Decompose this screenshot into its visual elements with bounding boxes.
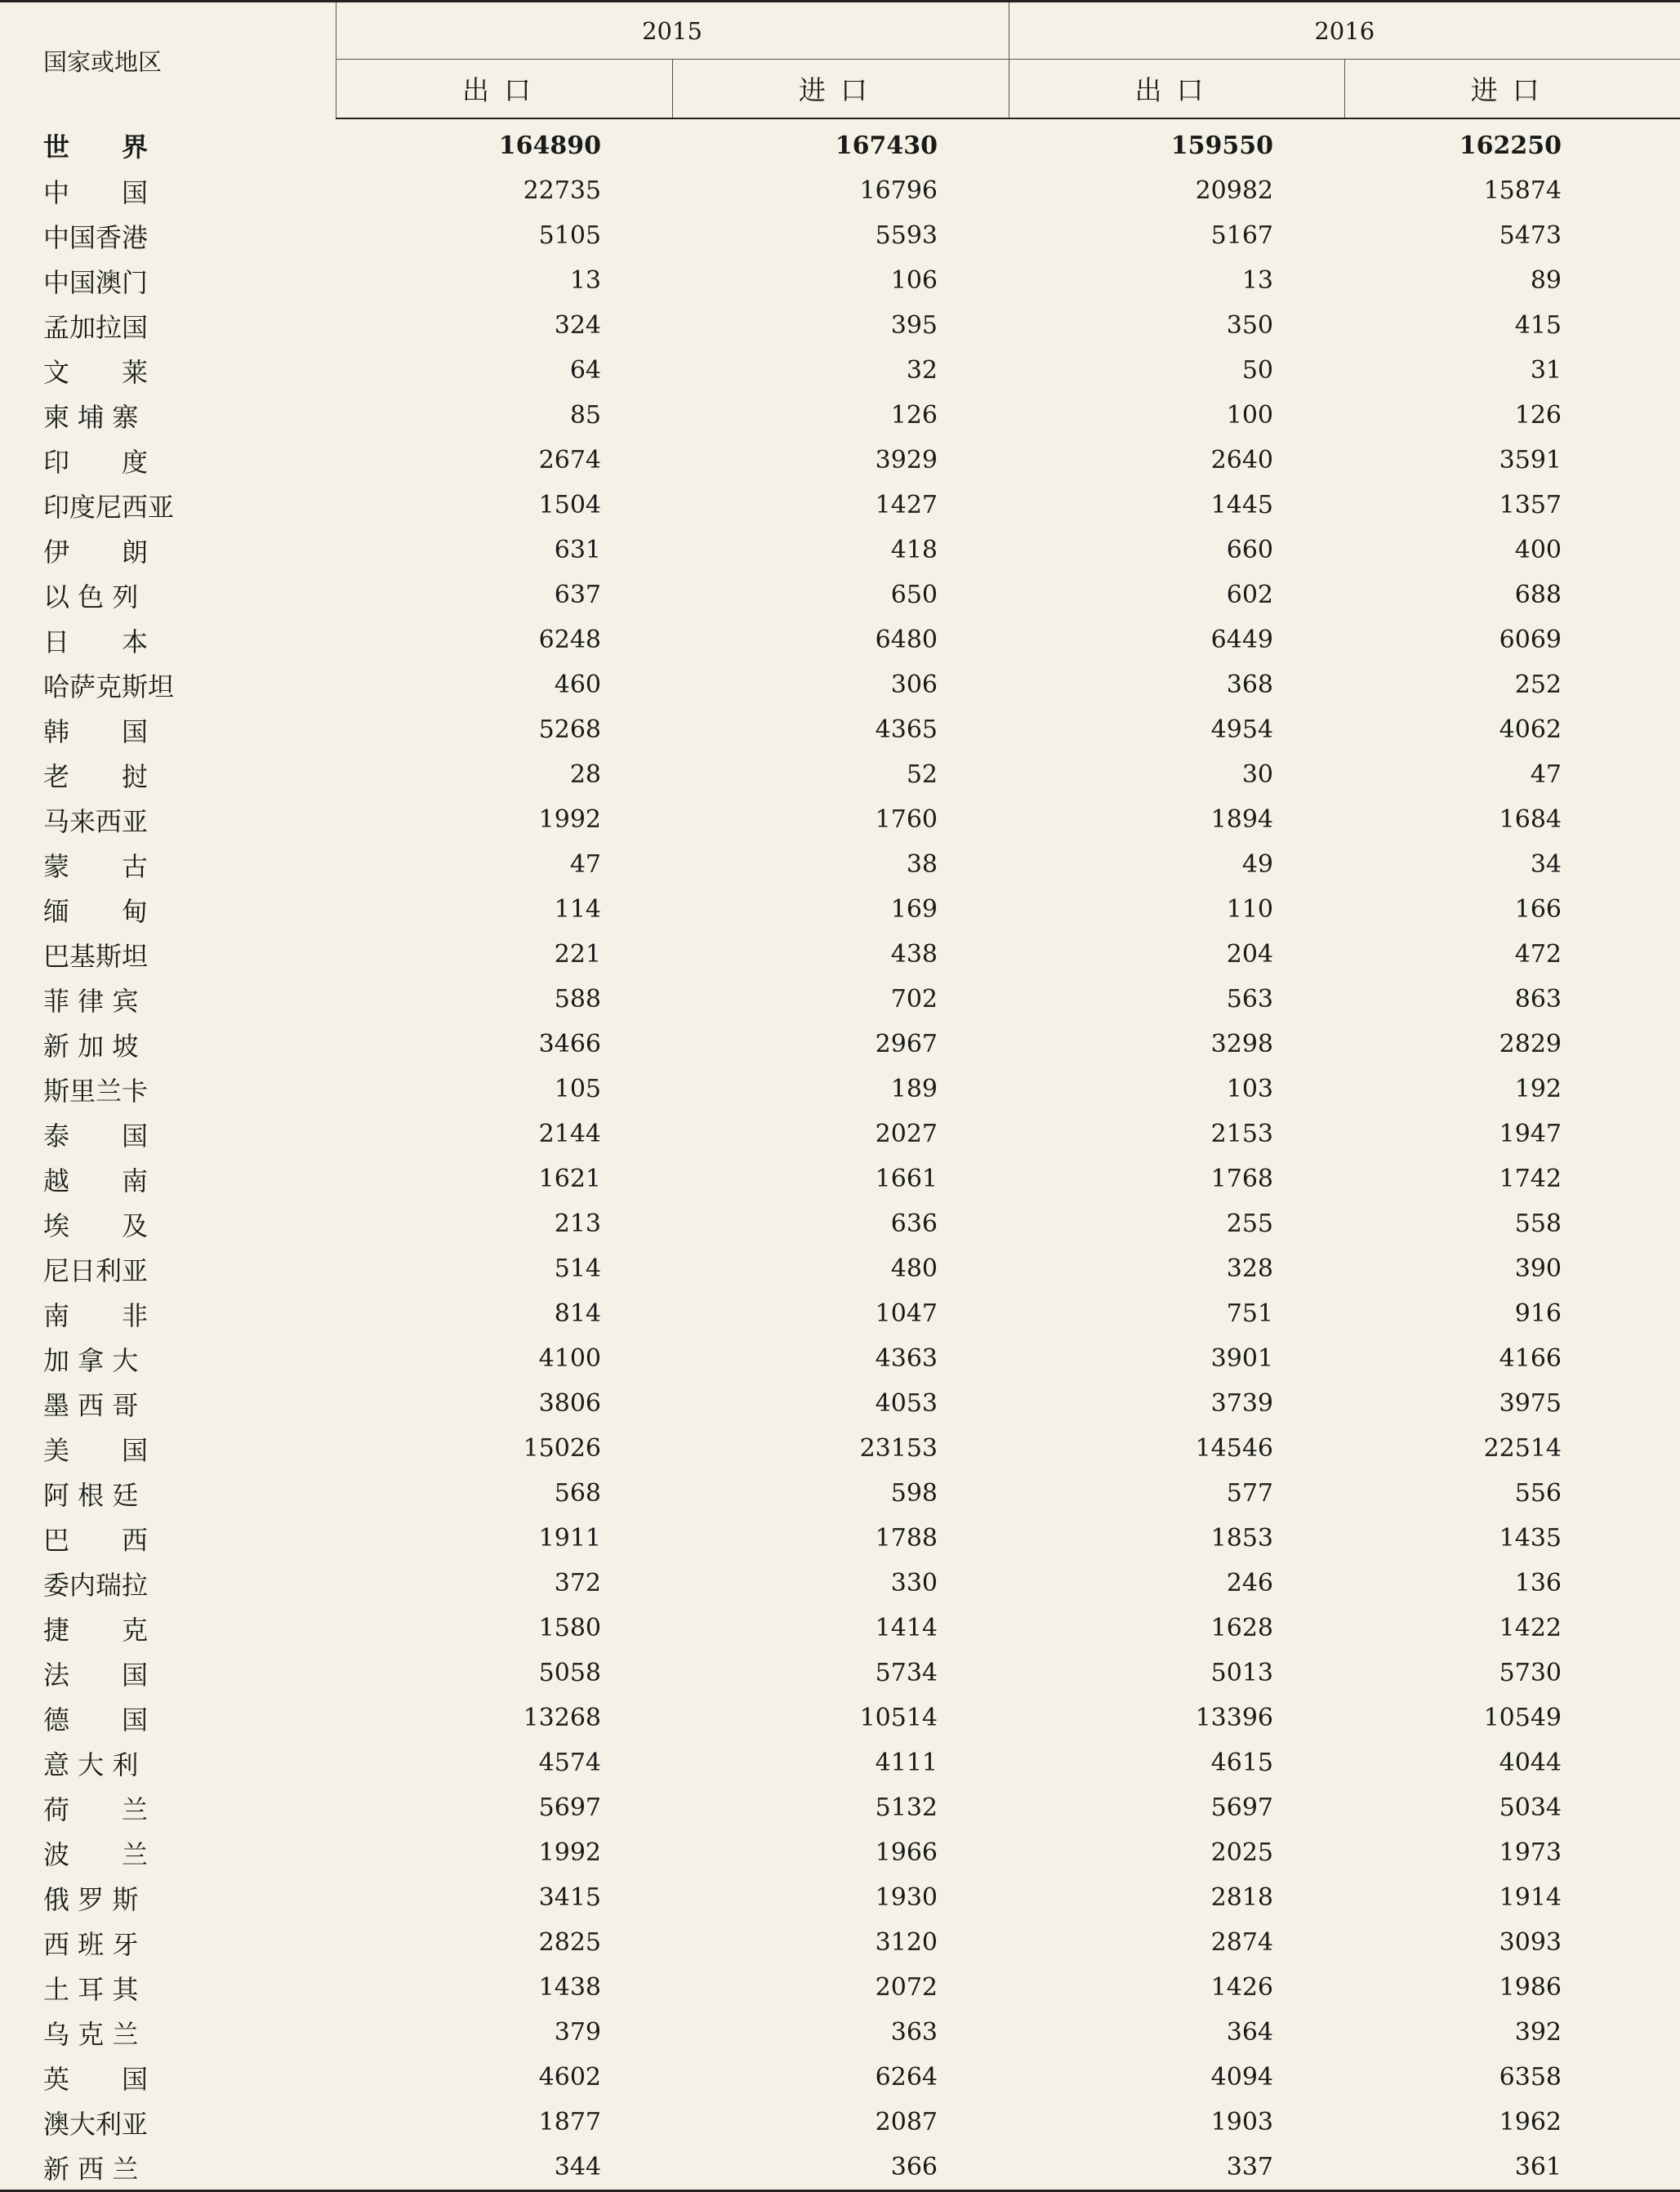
country-name-cell: 巴 西 xyxy=(43,1524,149,1556)
export-2016-cell: 1628 xyxy=(1210,1614,1273,1642)
export-2016-cell: 100 xyxy=(1226,401,1273,430)
import-2015-cell: 167430 xyxy=(835,131,938,160)
country-name-cell: 法 国 xyxy=(43,1659,149,1691)
import-2015-cell: 52 xyxy=(906,760,938,789)
import-2016-cell: 392 xyxy=(1514,2018,1562,2047)
import-2015-cell: 395 xyxy=(890,311,938,340)
table-row xyxy=(0,617,1680,662)
table-row xyxy=(0,1651,1680,1695)
import-2016-cell: 415 xyxy=(1514,311,1562,340)
import-2016-cell: 15874 xyxy=(1483,176,1562,205)
country-name-cell: 中 国 xyxy=(43,176,149,208)
export-2015-cell: 5058 xyxy=(538,1659,601,1687)
table-row xyxy=(0,258,1680,303)
table-body xyxy=(0,118,1680,2191)
country-name-cell: 文 莱 xyxy=(43,356,149,388)
export-2016-cell: 255 xyxy=(1226,1210,1273,1238)
country-name-cell: 哈萨克斯坦 xyxy=(43,671,175,702)
import-2016-cell: 863 xyxy=(1514,985,1562,1014)
year-2016-header: 2016 xyxy=(1009,2,1680,60)
export-2016-cell: 13396 xyxy=(1195,1704,1273,1732)
export-2015-cell: 22735 xyxy=(523,176,601,205)
export-2015-cell: 3415 xyxy=(538,1883,601,1912)
export-2015-cell: 15026 xyxy=(523,1434,601,1463)
import-2015-cell: 1788 xyxy=(875,1524,938,1553)
table-row xyxy=(0,1112,1680,1156)
country-name-cell: 印 度 xyxy=(43,446,149,478)
table-row xyxy=(0,118,1680,168)
export-2015-cell: 1580 xyxy=(538,1614,601,1642)
country-name-cell: 蒙 古 xyxy=(43,850,149,882)
export-2015-cell: 514 xyxy=(554,1254,601,1283)
export-2015-cell: 324 xyxy=(554,311,601,340)
country-name-cell: 印度尼西亚 xyxy=(43,491,175,523)
import-2016-cell: 22514 xyxy=(1483,1434,1562,1463)
export-2015-cell: 6248 xyxy=(538,626,601,654)
export-2015-cell: 5105 xyxy=(538,221,601,250)
export-2015-cell: 3466 xyxy=(538,1030,601,1058)
import-2016-cell: 390 xyxy=(1514,1254,1562,1283)
export-2016-cell: 1768 xyxy=(1210,1165,1273,1193)
import-2016-cell: 2829 xyxy=(1499,1030,1562,1058)
import-2015-cell: 169 xyxy=(890,895,938,924)
import-2015-cell: 636 xyxy=(890,1210,938,1238)
table-row xyxy=(0,303,1680,348)
table-row xyxy=(0,1695,1680,1740)
import-2016-cell: 10549 xyxy=(1483,1704,1562,1732)
export-2015-cell: 4100 xyxy=(538,1344,601,1373)
export-2015-cell: 4574 xyxy=(538,1749,601,1777)
country-name-cell: 世 界 xyxy=(43,131,149,163)
table-row xyxy=(0,1067,1680,1112)
country-name-cell: 中国香港 xyxy=(43,221,149,253)
export-2016-cell: 13 xyxy=(1241,266,1273,295)
table-row xyxy=(0,752,1680,797)
table-row xyxy=(0,1291,1680,1336)
country-name-cell: 韩 国 xyxy=(43,715,149,747)
table-row xyxy=(0,887,1680,932)
export-2016-cell: 337 xyxy=(1226,2153,1273,2181)
export-2015-cell: 2144 xyxy=(538,1120,601,1148)
export-2016-cell: 159550 xyxy=(1170,131,1273,160)
country-name-cell: 中国澳门 xyxy=(43,266,149,298)
country-name-cell: 南 非 xyxy=(43,1299,149,1331)
export-2015-cell: 372 xyxy=(554,1569,601,1597)
export-2015-cell: 588 xyxy=(554,985,601,1014)
country-name-cell: 阿 根 廷 xyxy=(43,1479,139,1511)
export-2016-cell: 3901 xyxy=(1210,1344,1273,1373)
import-2015-cell: 1760 xyxy=(875,805,938,834)
table-row xyxy=(0,213,1680,258)
country-name-cell: 缅 甸 xyxy=(43,895,149,927)
import-2016-cell: 5034 xyxy=(1499,1793,1562,1822)
export-2016-cell: 1853 xyxy=(1210,1524,1273,1553)
table-row xyxy=(0,528,1680,573)
import-2016-cell: 3591 xyxy=(1499,446,1562,474)
table-row xyxy=(0,797,1680,842)
import-2016-cell: 136 xyxy=(1514,1569,1562,1597)
export-2016-cell: 6449 xyxy=(1210,626,1273,654)
import-2016-cell: 688 xyxy=(1514,581,1562,609)
export-2016-cell: 5167 xyxy=(1210,221,1273,250)
import-2015-cell: 4363 xyxy=(875,1344,938,1373)
import-2015-cell: 366 xyxy=(890,2153,938,2181)
export-2015-cell: 344 xyxy=(554,2153,601,2181)
import-2016-cell: 3975 xyxy=(1499,1389,1562,1418)
year-2015-header: 2015 xyxy=(336,2,1009,60)
export-2016-cell: 328 xyxy=(1226,1254,1273,1283)
country-name-cell: 澳大利亚 xyxy=(43,2108,149,2140)
export-2016-header: 出口 xyxy=(1009,60,1344,119)
export-2016-cell: 602 xyxy=(1226,581,1273,609)
import-2016-cell: 162250 xyxy=(1459,131,1562,160)
import-2016-cell: 34 xyxy=(1530,850,1562,879)
country-name-cell: 马来西亚 xyxy=(43,805,149,837)
table-row xyxy=(0,977,1680,1022)
export-2016-cell: 3298 xyxy=(1210,1030,1273,1058)
import-2015-cell: 6480 xyxy=(875,626,938,654)
import-2016-cell: 89 xyxy=(1530,266,1562,295)
export-2016-cell: 1894 xyxy=(1210,805,1273,834)
import-2015-cell: 38 xyxy=(906,850,938,879)
import-2016-cell: 472 xyxy=(1514,940,1562,969)
import-2016-cell: 1684 xyxy=(1499,805,1562,834)
export-2016-cell: 246 xyxy=(1226,1569,1273,1597)
table-row xyxy=(0,1156,1680,1201)
export-2015-header: 出口 xyxy=(336,60,672,119)
country-name-cell: 波 兰 xyxy=(43,1838,149,1870)
import-2015-cell: 16796 xyxy=(859,176,938,205)
import-2015-cell: 3120 xyxy=(875,1928,938,1957)
import-2016-cell: 192 xyxy=(1514,1075,1562,1103)
export-2015-cell: 221 xyxy=(554,940,601,969)
table-row xyxy=(0,1561,1680,1606)
import-2016-cell: 166 xyxy=(1514,895,1562,924)
table-row xyxy=(0,1516,1680,1561)
import-2016-cell: 3093 xyxy=(1499,1928,1562,1957)
table-row xyxy=(0,932,1680,977)
export-2016-cell: 5697 xyxy=(1210,1793,1273,1822)
import-2015-cell: 330 xyxy=(890,1569,938,1597)
country-name-cell: 英 国 xyxy=(43,2063,149,2095)
country-name-cell: 柬 埔 寨 xyxy=(43,401,139,433)
import-2015-cell: 438 xyxy=(890,940,938,969)
export-2016-cell: 2025 xyxy=(1210,1838,1273,1867)
export-2015-cell: 3806 xyxy=(538,1389,601,1418)
table-row xyxy=(0,707,1680,752)
country-name-cell: 委内瑞拉 xyxy=(43,1569,149,1601)
country-name-cell: 日 本 xyxy=(43,626,149,657)
export-2016-cell: 368 xyxy=(1226,671,1273,699)
export-2015-cell: 64 xyxy=(569,356,601,385)
export-2015-cell: 47 xyxy=(569,850,601,879)
table-row xyxy=(0,1606,1680,1651)
country-name-cell: 以 色 列 xyxy=(43,581,139,613)
table-header xyxy=(0,2,1680,119)
export-2016-cell: 1426 xyxy=(1210,1973,1273,2002)
import-2015-cell: 418 xyxy=(890,536,938,564)
export-2016-cell: 2874 xyxy=(1210,1928,1273,1957)
country-name-cell: 埃 及 xyxy=(43,1210,149,1241)
table-row xyxy=(0,2145,1680,2191)
country-name-cell: 加 拿 大 xyxy=(43,1344,139,1376)
import-2016-cell: 558 xyxy=(1514,1210,1562,1238)
export-2016-cell: 660 xyxy=(1226,536,1273,564)
export-2016-cell: 364 xyxy=(1226,2018,1273,2047)
country-name-cell: 斯里兰卡 xyxy=(43,1075,149,1107)
import-2015-cell: 4111 xyxy=(875,1749,938,1777)
export-2015-cell: 2674 xyxy=(538,446,601,474)
table-row xyxy=(0,1785,1680,1830)
table-row xyxy=(0,1740,1680,1785)
country-name-cell: 德 国 xyxy=(43,1704,149,1735)
export-2015-cell: 28 xyxy=(569,760,601,789)
table-row xyxy=(0,2055,1680,2100)
import-2016-cell: 4166 xyxy=(1499,1344,1562,1373)
import-2016-cell: 1422 xyxy=(1499,1614,1562,1642)
import-2016-cell: 31 xyxy=(1530,356,1562,385)
export-2016-cell: 14546 xyxy=(1195,1434,1273,1463)
table-row xyxy=(0,1875,1680,1920)
country-name-cell: 意 大 利 xyxy=(43,1749,139,1780)
import-2015-cell: 5593 xyxy=(875,221,938,250)
import-2016-cell: 361 xyxy=(1514,2153,1562,2181)
header-row-years xyxy=(0,2,1680,60)
export-2016-cell: 2153 xyxy=(1210,1120,1273,1148)
import-2015-cell: 106 xyxy=(890,266,938,295)
export-2016-cell: 103 xyxy=(1226,1075,1273,1103)
country-name-cell: 泰 国 xyxy=(43,1120,149,1152)
country-name-cell: 菲 律 宾 xyxy=(43,985,139,1017)
table-row xyxy=(0,1201,1680,1246)
country-name-cell: 老 挝 xyxy=(43,760,149,792)
country-name-cell: 越 南 xyxy=(43,1165,149,1196)
import-2015-cell: 598 xyxy=(890,1479,938,1508)
export-2016-cell: 4954 xyxy=(1210,715,1273,744)
import-2015-cell: 10514 xyxy=(859,1704,938,1732)
import-2015-cell: 1661 xyxy=(875,1165,938,1193)
export-2015-cell: 1992 xyxy=(538,1838,601,1867)
import-2015-cell: 2087 xyxy=(875,2108,938,2136)
export-2015-cell: 2825 xyxy=(538,1928,601,1957)
import-2015-cell: 1427 xyxy=(875,491,938,519)
country-name-cell: 尼日利亚 xyxy=(43,1254,149,1286)
country-name-cell: 乌 克 兰 xyxy=(43,2018,139,2050)
country-name-cell: 西 班 牙 xyxy=(43,1928,139,1960)
export-2016-cell: 110 xyxy=(1226,895,1273,924)
table-row xyxy=(0,393,1680,438)
export-2016-cell: 577 xyxy=(1226,1479,1273,1508)
export-2016-cell: 30 xyxy=(1241,760,1273,789)
table-row xyxy=(0,438,1680,483)
import-2015-header: 进口 xyxy=(672,60,1009,119)
export-2016-cell: 4094 xyxy=(1210,2063,1273,2092)
export-2015-cell: 1877 xyxy=(538,2108,601,2136)
export-2016-cell: 1903 xyxy=(1210,2108,1273,2136)
export-2015-cell: 637 xyxy=(554,581,601,609)
country-name-cell: 捷 克 xyxy=(43,1614,149,1646)
table-row xyxy=(0,2010,1680,2055)
import-2016-cell: 5730 xyxy=(1499,1659,1562,1687)
table-row xyxy=(0,1336,1680,1381)
country-name-cell: 伊 朗 xyxy=(43,536,149,568)
export-2015-cell: 1621 xyxy=(538,1165,601,1193)
export-2016-cell: 563 xyxy=(1226,985,1273,1014)
table-row xyxy=(0,1830,1680,1875)
import-2016-cell: 4062 xyxy=(1499,715,1562,744)
import-2015-cell: 5132 xyxy=(875,1793,938,1822)
import-2016-cell: 252 xyxy=(1514,671,1562,699)
import-2015-cell: 2072 xyxy=(875,1973,938,2002)
export-2016-cell: 2818 xyxy=(1210,1883,1273,1912)
export-2015-cell: 568 xyxy=(554,1479,601,1508)
import-2015-cell: 306 xyxy=(890,671,938,699)
country-name-cell: 美 国 xyxy=(43,1434,149,1466)
export-2016-cell: 204 xyxy=(1226,940,1273,969)
country-name-cell: 土 耳 其 xyxy=(43,1973,139,2005)
export-2016-cell: 50 xyxy=(1241,356,1273,385)
import-2015-cell: 1414 xyxy=(875,1614,938,1642)
country-name-cell: 俄 罗 斯 xyxy=(43,1883,139,1915)
export-2015-cell: 814 xyxy=(554,1299,601,1328)
country-name-cell: 墨 西 哥 xyxy=(43,1389,139,1421)
import-2015-cell: 6264 xyxy=(875,2063,938,2092)
country-name-cell: 新 加 坡 xyxy=(43,1030,139,1062)
import-2015-cell: 32 xyxy=(906,356,938,385)
export-2015-cell: 114 xyxy=(554,895,601,924)
export-2016-cell: 5013 xyxy=(1210,1659,1273,1687)
import-2015-cell: 5734 xyxy=(875,1659,938,1687)
country-name-cell: 荷 兰 xyxy=(43,1793,149,1825)
import-2016-cell: 1973 xyxy=(1499,1838,1562,1867)
export-2015-cell: 1911 xyxy=(538,1524,601,1553)
export-2015-cell: 85 xyxy=(569,401,601,430)
export-2016-cell: 751 xyxy=(1226,1299,1273,1328)
import-2016-cell: 6069 xyxy=(1499,626,1562,654)
country-name-cell: 巴基斯坦 xyxy=(43,940,149,972)
export-2015-cell: 4602 xyxy=(538,2063,601,2092)
table-row xyxy=(0,1381,1680,1426)
import-2015-cell: 23153 xyxy=(859,1434,938,1463)
import-2015-cell: 650 xyxy=(890,581,938,609)
table-row xyxy=(0,1022,1680,1067)
table-row xyxy=(0,2100,1680,2145)
country-name-cell: 新 西 兰 xyxy=(43,2153,139,2185)
import-2016-cell: 1947 xyxy=(1499,1120,1562,1148)
import-2015-cell: 1930 xyxy=(875,1883,938,1912)
import-2016-cell: 5473 xyxy=(1499,221,1562,250)
table-row xyxy=(0,842,1680,887)
import-2016-cell: 1962 xyxy=(1499,2108,1562,2136)
import-2016-cell: 556 xyxy=(1514,1479,1562,1508)
export-2015-cell: 5268 xyxy=(538,715,601,744)
export-2015-cell: 213 xyxy=(554,1210,601,1238)
import-2016-cell: 6358 xyxy=(1499,2063,1562,2092)
table-row xyxy=(0,1471,1680,1516)
export-2015-cell: 631 xyxy=(554,536,601,564)
import-2015-cell: 3929 xyxy=(875,446,938,474)
import-2015-cell: 2967 xyxy=(875,1030,938,1058)
import-2016-cell: 400 xyxy=(1514,536,1562,564)
export-2015-cell: 13268 xyxy=(523,1704,601,1732)
export-2016-cell: 1445 xyxy=(1210,491,1273,519)
import-2015-cell: 1966 xyxy=(875,1838,938,1867)
export-2015-cell: 13 xyxy=(569,266,601,295)
import-2015-cell: 189 xyxy=(890,1075,938,1103)
export-2016-cell: 20982 xyxy=(1195,176,1273,205)
export-2016-cell: 4615 xyxy=(1210,1749,1273,1777)
import-2015-cell: 702 xyxy=(890,985,938,1014)
import-2016-cell: 1742 xyxy=(1499,1165,1562,1193)
export-2015-cell: 5697 xyxy=(538,1793,601,1822)
import-2016-cell: 916 xyxy=(1514,1299,1562,1328)
table-row xyxy=(0,573,1680,617)
table-row xyxy=(0,662,1680,707)
import-2016-cell: 4044 xyxy=(1499,1749,1562,1777)
table-row xyxy=(0,483,1680,528)
export-2015-cell: 1504 xyxy=(538,491,601,519)
import-2016-cell: 47 xyxy=(1530,760,1562,789)
table-row xyxy=(0,168,1680,213)
export-2016-cell: 3739 xyxy=(1210,1389,1273,1418)
table-row xyxy=(0,1920,1680,1965)
export-2016-cell: 49 xyxy=(1241,850,1273,879)
import-2015-cell: 1047 xyxy=(875,1299,938,1328)
import-2016-cell: 1986 xyxy=(1499,1973,1562,2002)
table-row xyxy=(0,348,1680,393)
import-2015-cell: 363 xyxy=(890,2018,938,2047)
import-2016-cell: 126 xyxy=(1514,401,1562,430)
import-2016-header: 进口 xyxy=(1344,60,1680,119)
import-2015-cell: 4053 xyxy=(875,1389,938,1418)
table-row xyxy=(0,1965,1680,2010)
import-2016-cell: 1914 xyxy=(1499,1883,1562,1912)
export-2015-cell: 460 xyxy=(554,671,601,699)
export-2016-cell: 350 xyxy=(1226,311,1273,340)
country-name-cell: 孟加拉国 xyxy=(43,311,149,343)
import-2015-cell: 2027 xyxy=(875,1120,938,1148)
table-row xyxy=(0,1426,1680,1471)
import-2015-cell: 126 xyxy=(890,401,938,430)
export-2015-cell: 164890 xyxy=(498,131,601,160)
table-row xyxy=(0,1246,1680,1291)
export-2015-cell: 379 xyxy=(554,2018,601,2047)
import-2015-cell: 4365 xyxy=(875,715,938,744)
export-2016-cell: 2640 xyxy=(1210,446,1273,474)
country-column-header: 国家或地区 xyxy=(0,2,336,119)
import-2016-cell: 1435 xyxy=(1499,1524,1562,1553)
export-2015-cell: 1992 xyxy=(538,805,601,834)
export-2015-cell: 1438 xyxy=(538,1973,601,2002)
import-2015-cell: 480 xyxy=(890,1254,938,1283)
import-2016-cell: 1357 xyxy=(1499,491,1562,519)
export-2015-cell: 105 xyxy=(554,1075,601,1103)
